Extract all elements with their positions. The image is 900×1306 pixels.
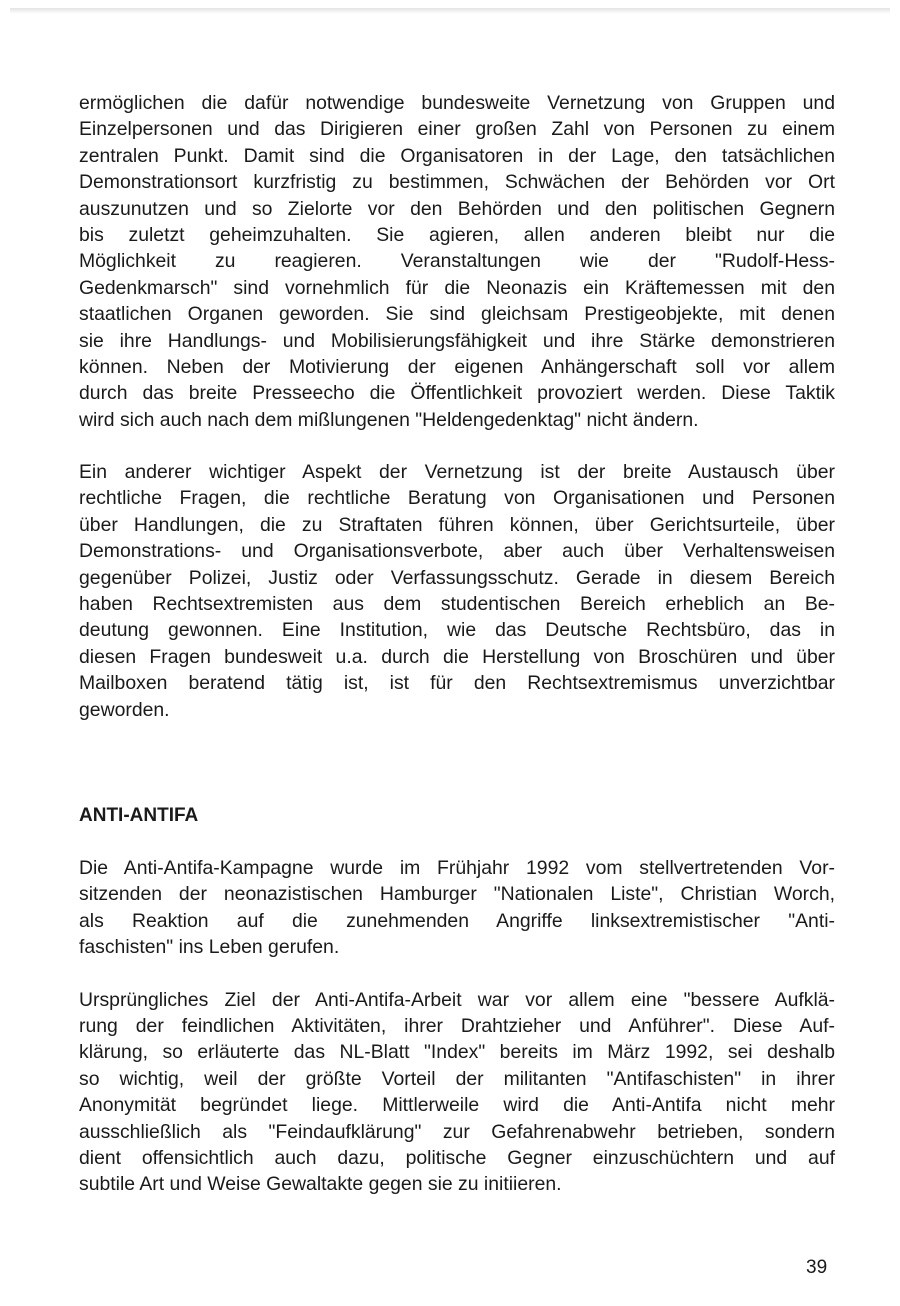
- text-line: staatlichen Organen geworden. Sie sind gleichsam Prestigeobjekte, mit denen: [79, 303, 835, 326]
- text-line: faschisten" ins Leben gerufen.: [79, 936, 340, 959]
- text-line: Möglichkeit zu reagieren. Veranstaltungen wie der "Rudolf-Hess-: [79, 250, 835, 273]
- text-line: deutung gewonnen. Eine Institution, wie das Deutsche Rechtsbüro, das in: [79, 619, 835, 642]
- text-line: können. Neben der Motivierung der eigenen Anhängerschaft soll vor allem: [79, 355, 835, 378]
- text-line: Einzelpersonen und das Dirigieren einer großen Zahl von Personen zu einem: [79, 118, 835, 141]
- text-line: rechtliche Fragen, die rechtliche Beratung von Organisationen und Personen: [79, 487, 835, 510]
- text-line: geworden.: [79, 698, 170, 721]
- text-line: ausschließlich als "Feindaufklärung" zur Gefahrenabwehr betrieben, sondern: [79, 1120, 835, 1143]
- text-line: als Reaktion auf die zunehmenden Angriffe linksextremistischer "Anti-: [79, 909, 835, 932]
- text-line: Ursprüngliches Ziel der Anti-Antifa-Arbeit war vor allem eine "bessere Aufklä-: [79, 988, 835, 1011]
- text-line: Demonstrations- und Organisationsverbote, aber auch über Verhaltensweisen: [79, 540, 835, 563]
- text-line: zentralen Punkt. Damit sind die Organisatoren in der Lage, den tatsächlichen: [79, 144, 835, 167]
- text-line: gegenüber Polizei, Justiz oder Verfassungsschutz. Gerade in diesem Bereich: [79, 566, 835, 589]
- text-line: Die Anti-Antifa-Kampagne wurde im Frühjahr 1992 vom stellvertretenden Vor-: [79, 856, 835, 879]
- text-line: subtile Art und Weise Gewaltakte gegen sie zu initiieren.: [79, 1173, 562, 1196]
- text-line: sitzenden der neonazistischen Hamburger "Nationalen Liste", Christian Worch,: [79, 883, 835, 906]
- text-line: sie ihre Handlungs- und Mobilisierungsfähigkeit und ihre Stärke demonstrieren: [79, 329, 835, 352]
- text-line: Gedenkmarsch" sind vornehmlich für die Neonazis ein Kräftemessen mit den: [79, 276, 835, 299]
- text-line: über Handlungen, die zu Straftaten führen können, über Gerichtsurteile, über: [79, 513, 835, 536]
- scan-edge-shadow: [10, 8, 890, 14]
- text-line: Anonymität begründet liege. Mittlerweile wird die Anti-Antifa nicht mehr: [79, 1094, 835, 1117]
- text-line: ermöglichen die dafür notwendige bundesweite Vernetzung von Gruppen und: [79, 92, 835, 114]
- text-line: Demonstrationsort kurzfristig zu bestimmen, Schwächen der Behörden vor Ort: [79, 171, 835, 194]
- text-line: Ein anderer wichtiger Aspekt der Vernetzung ist der breite Austausch über: [79, 461, 835, 484]
- paragraph-original-goal: [79, 987, 835, 1198]
- page-number: 39: [806, 1257, 828, 1278]
- page-body: [79, 90, 835, 1224]
- text-line: diesen Fragen bundesweit u.a. durch die Herstellung von Broschüren und über: [79, 645, 835, 668]
- text-line: haben Rechtsextremisten aus dem studentischen Bereich erheblich an Be-: [79, 593, 835, 616]
- text-line: dient offensichtlich auch dazu, politische Gegner einzuschüchtern und auf: [79, 1146, 835, 1169]
- text-line: wird sich auch nach dem mißlungenen "Heldengedenktag" nicht ändern.: [79, 408, 699, 431]
- section-heading: ANTI-ANTIFA: [79, 804, 199, 826]
- text-line: Mailboxen beratend tätig ist, ist für den Rechtsextremismus unverzichtbar: [79, 672, 835, 695]
- text-line: so wichtig, weil der größte Vorteil der militanten "Antifaschisten" in ihrer: [79, 1067, 835, 1090]
- text-line: auszunutzen und so Zielorte vor den Behörden und den politischen Gegnern: [79, 197, 835, 220]
- paragraph-networking: [79, 90, 835, 433]
- paragraph-legal-exchange: [79, 459, 835, 723]
- text-line: bis zuletzt geheimzuhalten. Sie agieren, allen anderen bleibt nur die: [79, 223, 835, 246]
- text-line: rung der feindlichen Aktivitäten, ihrer Drahtzieher und Anführer". Diese Auf-: [79, 1014, 835, 1037]
- paragraph-campaign-origin: [79, 855, 835, 961]
- text-line: klärung, so erläuterte das NL-Blatt "Index" bereits im März 1992, sei deshalb: [79, 1041, 835, 1064]
- text-line: durch das breite Presseecho die Öffentlichkeit provoziert werden. Diese Taktik: [79, 382, 835, 405]
